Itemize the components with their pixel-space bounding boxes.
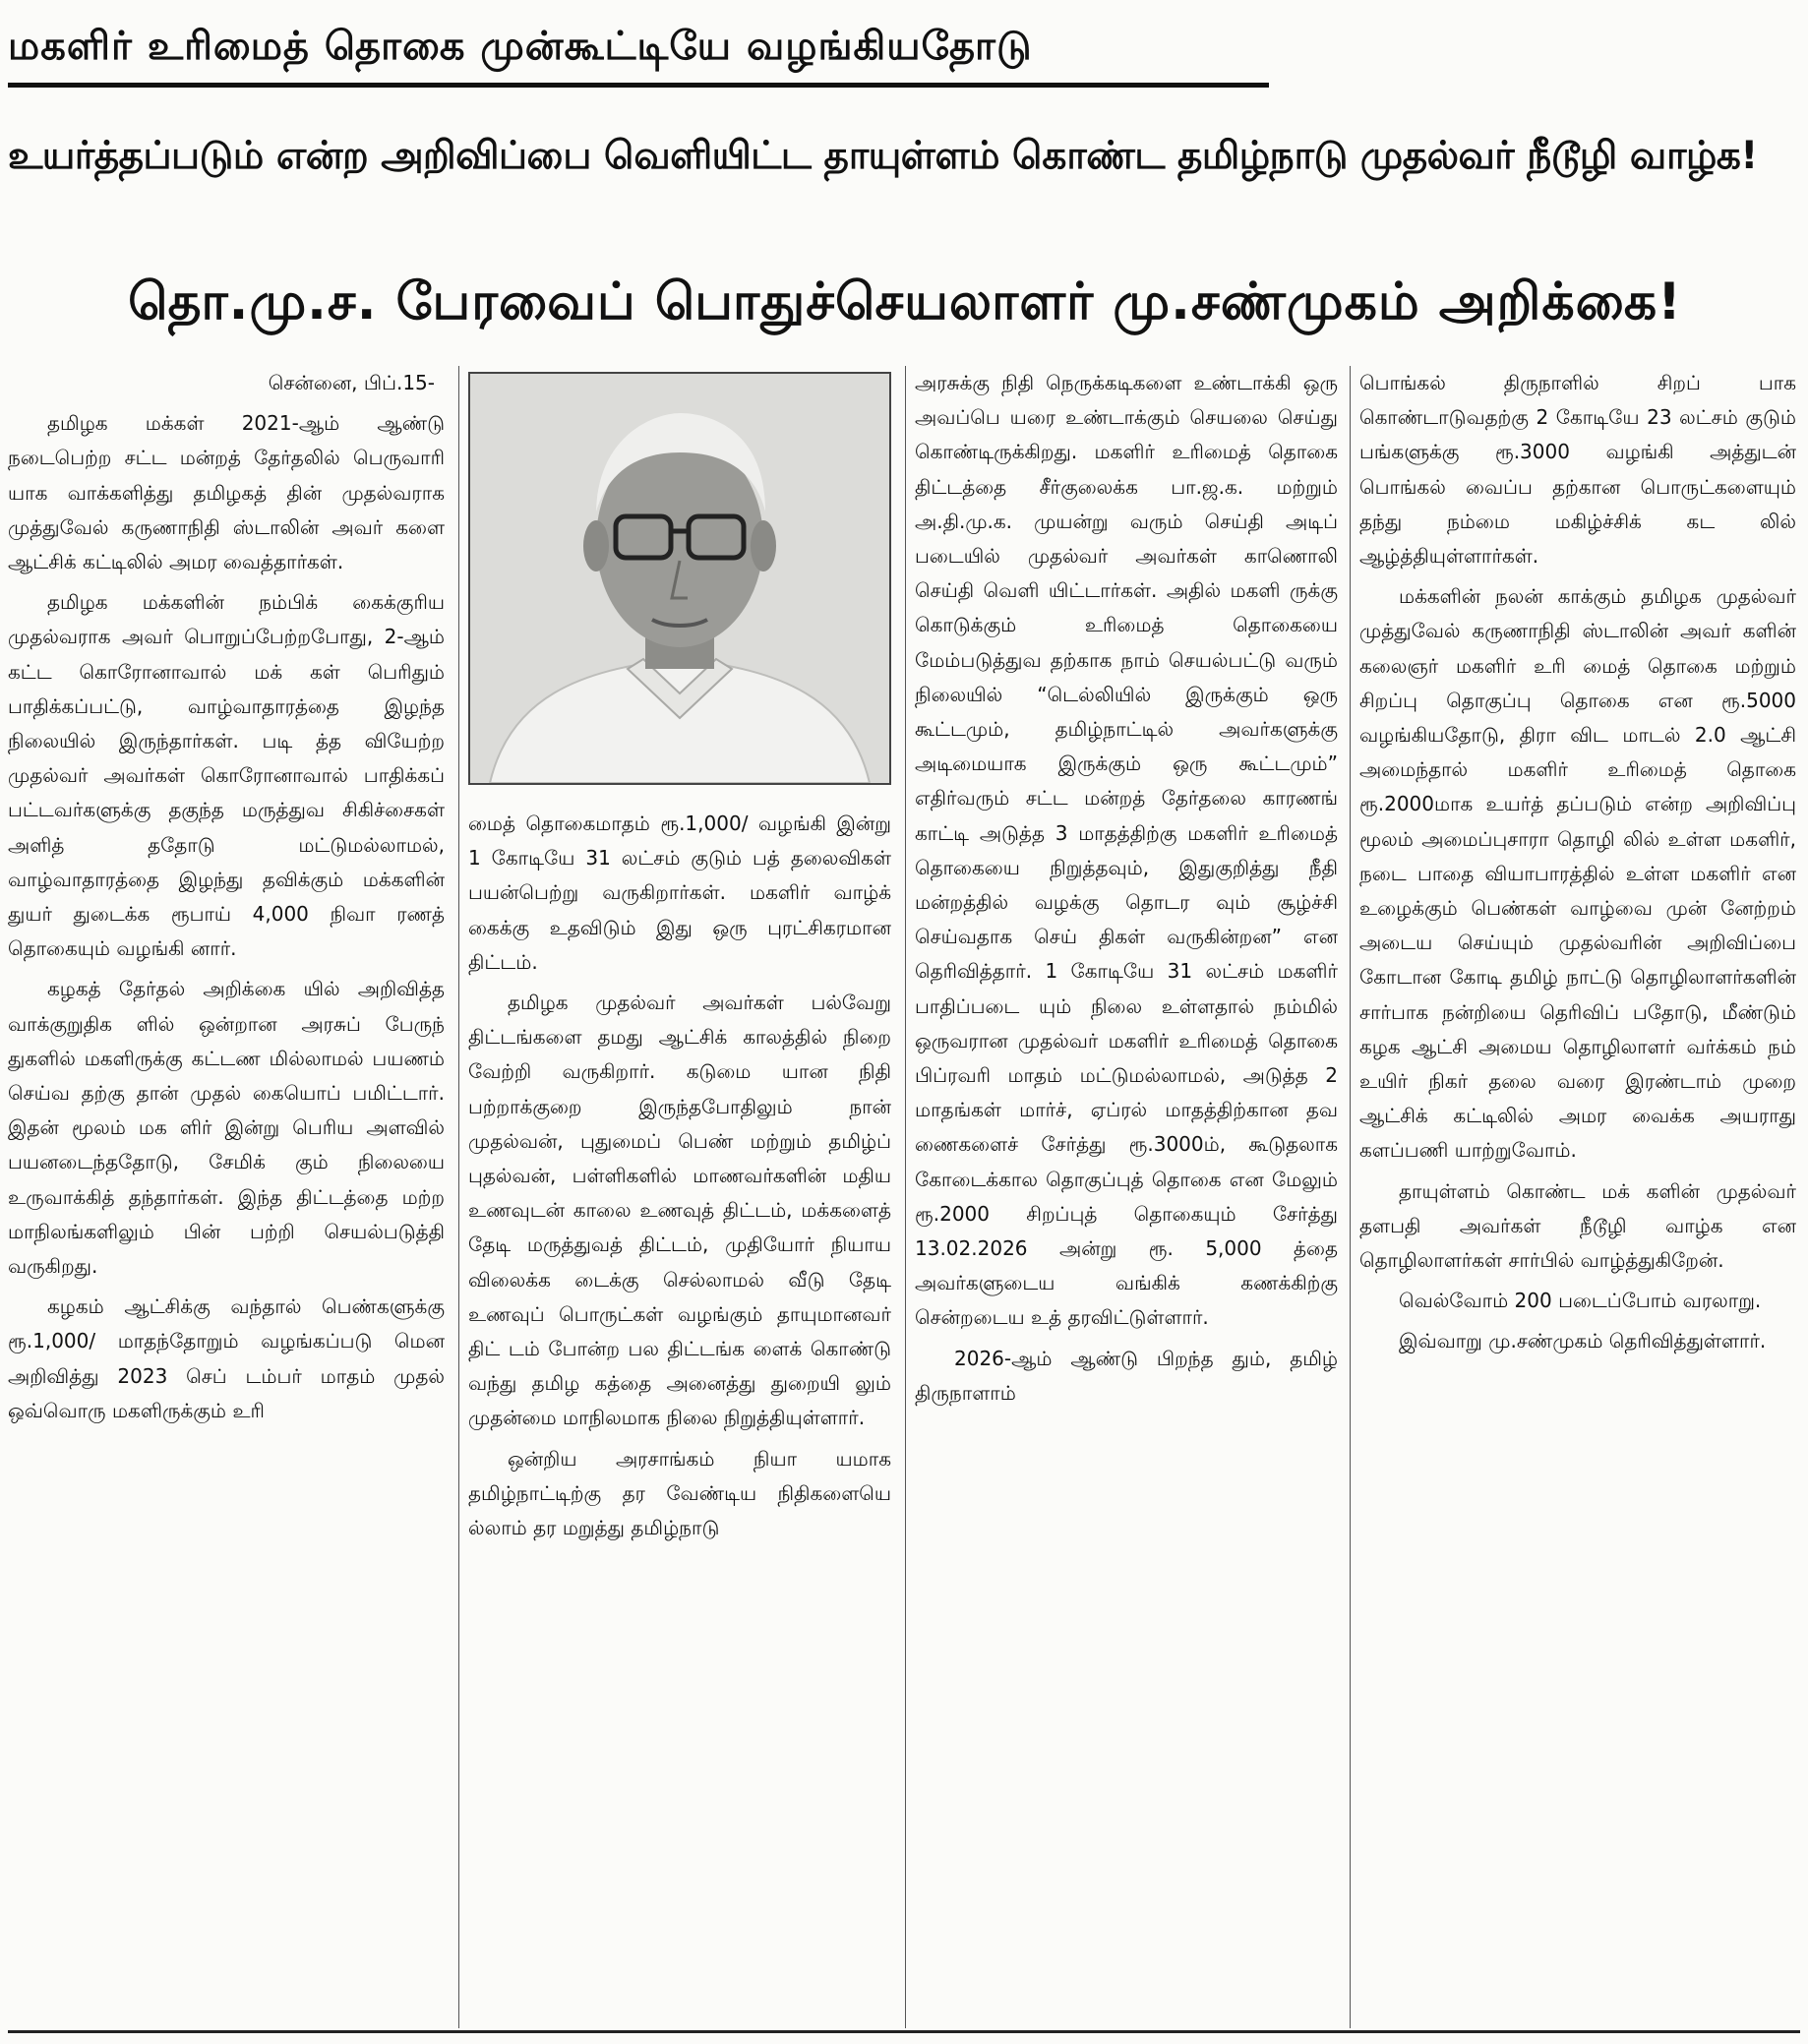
paragraph: கழகத் தேர்தல் அறிக்கை யில் அறிவித்த வாக்குறுதிக ளில் ஒன்றான அரசுப் பேருந் துகளில் மகளிருக்கு கட்டண மில்லாமல் பயணம் செய்வ தற்கு தான் முதல் கையொப் பமிட்டார். இதன் மூலம் மக ளிர் இன்று பெரிய அளவில் பயனடைந்ததோடு, சேமிக் கும் நிலையை உருவாக்கித் தந்தார்கள். இந்த திட்டத்தை மற்ற மாநிலங்களிலும் பின் பற்றி செயல்படுத்தி வருகிறது. bbox=[8, 977, 445, 1279]
paragraph: தாயுள்ளம் கொண்ட மக் களின் முதல்வர் தளபதி அவர்கள் நீடூழி வாழ்க என தொழிலாளர்கள் சார்பில் வாழ்த்துகிறேன். bbox=[1359, 1178, 1796, 1273]
paragraph: மைத் தொகைமாதம் ரூ.1,000/ வழங்கி இன்று 1 கோடியே 31 லட்சம் குடும் பத் தலைவிகள் பயன்பெற்று வருகிறார்கள். மகளிர் வாழ்க் கைக்கு உதவிடும் இது ஒரு புரட்சிகரமான திட்டம். bbox=[468, 812, 891, 974]
paragraph: தமிழக மக்களின் நம்பிக் கைக்குரிய முதல்வராக அவர் பொறுப்பேற்றபோது, 2-ஆம் கட்ட கொரோனாவால் மக் கள் பெரிதும் பாதிக்கப்பட்டு, வாழ்வாதாரத்தை இழந்த நிலையில் இருந்தார்கள். படி த்த வியேற்ற முதல்வர் அவர்கள் கொரோனாவால் பாதிக்கப் பட்டவர்களுக்கு தகுந்த மருத்துவ சிகிச்சைகள் அளித் ததோடு மட்டுமல்லாமல், வாழ்வாதாரத்தை இழந்து தவிக்கும் மக்களின் துயர் துடைக்க ரூபாய் 4,000 நிவா ரணத் தொகையும் வழங்கி னார். bbox=[8, 590, 445, 961]
paragraph: வெல்வோம் 200 படைப்போம் வரலாறு. bbox=[1399, 1289, 1762, 1313]
paragraph: பொங்கல் திருநாளில் சிறப் பாக கொண்டாடுவதற்கு 2 கோடியே 23 லட்சம் குடும் பங்களுக்கு ரூ.3000 வழங்கி அத்துடன் பொங்கல் வைப்ப தற்கான பொருட்களையும் தந்து நம்மை மகிழ்ச்சிக் கட லில் ஆழ்த்தியுள்ளார்கள். bbox=[1359, 371, 1796, 569]
paragraph: தமிழக மக்கள் 2021-ஆம் ஆண்டு நடைபெற்ற சட்ட மன்றத் தேர்தலில் பெருவாரி யாக வாக்களித்து தமிழகத் தின் முதல்வராக முத்துவேல் கருணாநிதி ஸ்டாலின் அவர் களை ஆட்சிக் கட்டிலில் அமர வைத்தார்கள். bbox=[8, 411, 445, 574]
dateline: சென்னை, பிப்.15- bbox=[268, 371, 435, 394]
paragraph: இவ்வாறு மு.சண்முகம் தெரிவித்துள்ளார். bbox=[1399, 1329, 1767, 1353]
kicker-headline: மகளிர் உரிமைத் தொகை முன்கூட்டியே வழங்கியதோடு bbox=[8, 24, 1033, 69]
portrait-photo bbox=[468, 372, 891, 785]
kicker-underline bbox=[8, 83, 1269, 88]
column-divider bbox=[458, 366, 459, 2028]
paragraph: மக்களின் நலன் காக்கும் தமிழக முதல்வர் முத்துவேல் கருணாநிதி ஸ்டாலின் அவர் களின் கலைஞர் மகளிர் உரி மைத் தொகை மற்றும் சிறப்பு தொகுப்பு தொகை என ரூ.5000 வழங்கியதோடு, திரா விட மாடல் 2.0 ஆட்சி அமைந்தால் மகளிர் உரிமைத் தொகை ரூ.2000மாக உயர்த் தப்படும் என்ற அறிவிப்பு மூலம் அமைப்புசாரா தொழி லில் உள்ள மகளிர், நடை பாதை வியாபாரத்தில் உள்ள மகளிர் என உழைக்கும் பெண்கள் வாழ்வை முன் னேற்றம் அடைய செய்யும் முதல்வரின் அறிவிப்பை கோடான கோடி தமிழ் நாட்டு தொழிலாளர்களின் சார்பாக நன்றியை தெரிவிப் பதோடு, மீண்டும் கழக ஆட்சி அமைய தொழிலாளர் வர்க்கம் நம் உயிர் நிகர் தலை வரை இரண்டாம் முறை ஆட்சிக் கட்டிலில் அமர வைக்க அயராது களப்பணி யாற்றுவோம். bbox=[1359, 584, 1796, 1163]
paragraph: தமிழக முதல்வர் அவர்கள் பல்வேறு திட்டங்களை தமது ஆட்சிக் காலத்தில் நிறை வேற்றி வருகிறார். கடுமை யான நிதி பற்றாக்குறை இருந்தபோதிலும் நான் முதல்வன், புதுமைப் பெண் மற்றும் தமிழ்ப் புதல்வன், பள்ளிகளில் மாணவர்களின் மதிய உணவுடன் காலை உணவுத் திட்டம், மக்களைத் தேடி மருத்துவத் திட்டம், முதியோர் நியாய விலைக்க டைக்கு செல்லாமல் வீடு தேடி உணவுப் பொருட்கள் வழங்கும் தாயுமானவர் திட் டம் போன்ற பல திட்டங்க ளைக் கொண்டு வந்து தமிழ கத்தை அனைத்து துறையி லும் முதன்மை மாநிலமாக நிலை நிறுத்தியுள்ளார். bbox=[468, 991, 891, 1430]
article-column-1 bbox=[8, 366, 445, 2028]
column-divider bbox=[905, 366, 906, 2028]
paragraph: அரசுக்கு நிதி நெருக்கடிகளை உண்டாக்கி ஒரு அவப்பெ யரை உண்டாக்கும் செயலை செய்து கொண்டிருக்கிறது. மகளிர் உரிமைத் தொகை திட்டத்தை சீர்குலைக்க பா.ஜ.க. மற்றும் அ.தி.மு.க. முயன்று வரும் செய்தி அடிப் படையில் முதல்வர் அவர்கள் காணொலி செய்தி வெளி யிட்டார்கள். அதில் மகளி ருக்கு கொடுக்கும் உரிமைத் தொகையை மேம்படுத்துவ தற்காக நாம் செயல்பட்டு வரும் நிலையில் “டெல்லியில் இருக்கும் ஒரு கூட்டமும், தமிழ்நாட்டில் அவர்களுக்கு அடிமையாக இருக்கும் ஒரு கூட்டமும்” எதிர்வரும் சட்ட மன்றத் தேர்தலை காரணங் காட்டி அடுத்த 3 மாதத்திற்கு மகளிர் உரிமைத் தொகையை நிறுத்தவும், இதுகுறித்து நீதி மன்றத்தில் வழக்கு தொடர வும் சூழ்ச்சி செய்வதாக செய் திகள் வருகின்றன” என தெரிவித்தார். 1 கோடியே 31 லட்சம் மகளிர் பாதிப்படை யும் நிலை உள்ளதால் நம்மில் ஒருவரான முதல்வர் மகளிர் உரிமைத் தொகை பிப்ரவரி மாதம் மட்டுமல்லாமல், அடுத்த 2 மாதங்கள் மார்ச், ஏப்ரல் மாதத்திற்கான தவ ணைகளைச் சேர்த்து ரூ.3000ம், கூடுதலாக கோடைக்கால தொகுப்புத் தொகை என மேலும் ரூ.2000 சிறப்புத் தொகையும் சேர்த்து 13.02.2026 அன்று ரூ. 5,000 த்தை அவர்களுடைய வங்கிக் கணக்கிற்கு சென்றடைய உத் தரவிட்டுள்ளார். bbox=[915, 371, 1338, 1330]
bottom-rule bbox=[8, 2030, 1800, 2033]
article-column-2 bbox=[468, 807, 891, 2028]
main-headline: உயர்த்தப்படும் என்ற அறிவிப்பை வெளியிட்ட தாயுள்ளம் கொண்ட தமிழ்நாடு முதல்வர் நீடூழி வாழ்க! bbox=[8, 134, 1758, 178]
portrait-icon bbox=[470, 374, 889, 783]
article-column-3 bbox=[915, 366, 1338, 2028]
paragraph: 2026-ஆம் ஆண்டு பிறந்த தும், தமிழ் திருநாளாம் bbox=[915, 1346, 1338, 1405]
article-column-4 bbox=[1359, 366, 1796, 2028]
paragraph: ஒன்றிய அரசாங்கம் நியா யமாக தமிழ்நாட்டிற்கு தர வேண்டிய நிதிகளையெ ல்லாம் தர மறுத்து தமிழ்நாடு bbox=[468, 1446, 891, 1540]
paragraph: கழகம் ஆட்சிக்கு வந்தால் பெண்களுக்கு ரூ.1,000/ மாதந்தோறும் வழங்கப்படு மென அறிவித்து 2023 செப் டம்பர் மாதம் முதல் ஒவ்வொரு மகளிருக்கும் உரி bbox=[8, 1294, 445, 1422]
sub-headline: தொ.மு.ச. பேரவைப் பொதுச்செயலாளர் மு.சண்முகம் அறிக்கை! bbox=[128, 272, 1682, 331]
column-divider bbox=[1350, 366, 1351, 2028]
